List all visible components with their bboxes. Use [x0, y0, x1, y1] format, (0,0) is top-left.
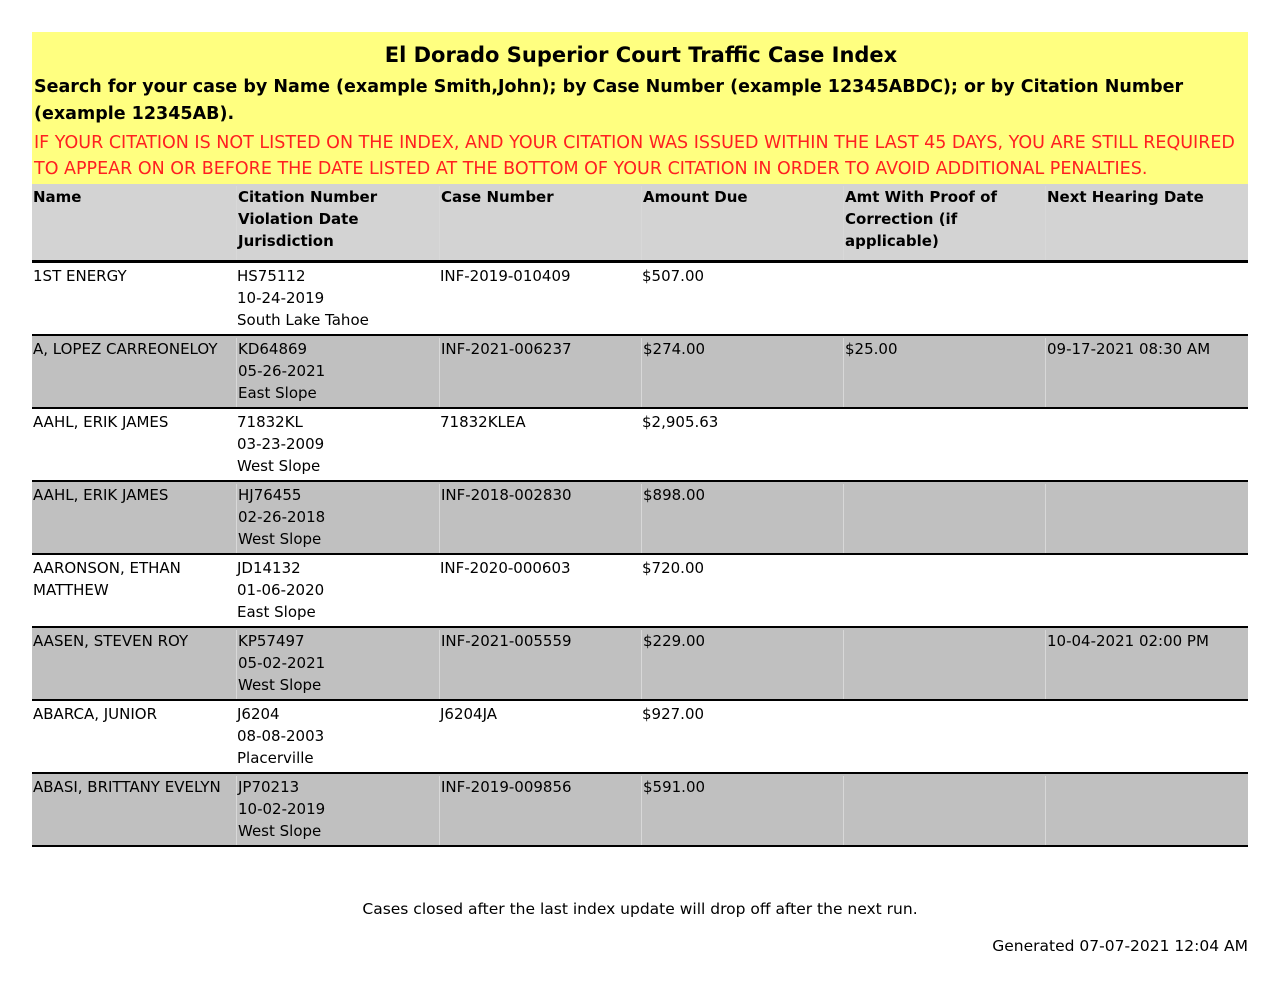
- cell-next-hearing: 09-17-2021 08:30 AM: [1045, 338, 1248, 407]
- cell-amount-due: $2,905.63: [642, 413, 719, 431]
- cell-violation-date: 02-26-2018: [238, 508, 326, 526]
- column-header-next-hearing: Next Hearing Date: [1045, 186, 1248, 260]
- cell-name: AAHL, ERIK JAMES: [33, 413, 169, 431]
- cell-violation-date: 08-08-2003: [237, 727, 325, 745]
- cell-name: AASEN, STEVEN ROY: [33, 632, 189, 650]
- cell-case-number: INF-2019-010409: [440, 267, 571, 285]
- cell-next-hearing: [1045, 703, 1248, 772]
- cell-citation-number: JP70213: [238, 778, 300, 796]
- column-header-amt-proof: Amt With Proof of Correction (if applicable): [843, 186, 1045, 260]
- cell-amount-due: $898.00: [641, 484, 843, 553]
- cell-citation-number: JD14132: [237, 559, 301, 577]
- cell-citation-number: J6204: [237, 705, 280, 723]
- table-header: [32, 184, 1248, 263]
- cell-amt-proof: [843, 484, 1045, 553]
- cell-amt-proof: [843, 776, 1045, 845]
- column-header-jurisdiction: Jurisdiction: [238, 232, 334, 250]
- column-header-case-number: Case Number: [439, 186, 641, 260]
- header-banner: [32, 32, 1248, 184]
- cell-case-number: INF-2021-005559: [439, 630, 641, 699]
- cell-violation-date: 01-06-2020: [237, 581, 325, 599]
- table-row: [32, 701, 1248, 774]
- cell-case-number: J6204JA: [440, 705, 498, 723]
- column-header-citation: [236, 186, 439, 260]
- cell-amt-proof: [843, 557, 1045, 626]
- cell-amt-proof: [843, 630, 1045, 699]
- cell-amount-due: $274.00: [641, 338, 843, 407]
- cell-amt-proof: [843, 411, 1045, 480]
- citation-warning: IF YOUR CITATION IS NOT LISTED ON THE INDEX, AND YOUR CITATION WAS ISSUED WITHIN THE LAST 45 DAYS, YOU ARE STILL REQUIRED TO APPEAR ON OR BEFORE THE DATE LISTED AT THE BOTTOM OF YOUR CITATION IN ORDER TO AVOID ADDITIONAL PENALTIES.: [34, 133, 1235, 179]
- cell-citation-number: HJ76455: [238, 486, 302, 504]
- cell-citation: [236, 776, 439, 845]
- cell-citation-number: HS75112: [237, 267, 306, 285]
- cell-next-hearing: [1045, 557, 1248, 626]
- column-header-amount-due: Amount Due: [641, 186, 843, 260]
- cell-jurisdiction: Placerville: [237, 749, 314, 767]
- cell-citation: [236, 703, 439, 772]
- cell-next-hearing: [1045, 265, 1248, 334]
- cell-citation: [236, 557, 439, 626]
- cell-citation-number: 71832KL: [237, 413, 303, 431]
- table-body: [32, 263, 1248, 847]
- cell-citation: [236, 411, 439, 480]
- column-header-citation-number: Citation Number: [238, 188, 378, 206]
- cell-jurisdiction: West Slope: [238, 676, 322, 694]
- table-row: [32, 774, 1248, 847]
- cell-violation-date: 05-02-2021: [238, 654, 326, 672]
- table-row: [32, 628, 1248, 701]
- cell-jurisdiction: East Slope: [237, 603, 316, 621]
- case-index-page: [32, 32, 1248, 847]
- cell-name: AARONSON, ETHAN MATTHEW: [33, 559, 181, 599]
- cell-name: 1ST ENERGY: [33, 267, 127, 285]
- cell-violation-date: 10-24-2019: [237, 289, 325, 307]
- cell-next-hearing: [1045, 411, 1248, 480]
- cell-citation-number: KP57497: [238, 632, 305, 650]
- cell-case-number: INF-2018-002830: [439, 484, 641, 553]
- cell-amount-due: $927.00: [642, 705, 705, 723]
- page-title: El Dorado Superior Court Traffic Case Index: [384, 43, 898, 67]
- cell-jurisdiction: West Slope: [238, 530, 322, 548]
- cell-name: ABASI, BRITTANY EVELYN: [33, 778, 221, 796]
- cell-amount-due: $229.00: [641, 630, 843, 699]
- cell-amount-due: $507.00: [642, 267, 705, 285]
- table-row: [32, 482, 1248, 555]
- cell-amt-proof: $25.00: [843, 338, 1045, 407]
- table-row: [32, 336, 1248, 409]
- cell-amt-proof: [843, 265, 1045, 334]
- cell-jurisdiction: South Lake Tahoe: [237, 311, 369, 329]
- cell-amount-due: $720.00: [642, 559, 705, 577]
- cell-jurisdiction: West Slope: [237, 457, 321, 475]
- table-row: [32, 263, 1248, 336]
- cell-next-hearing: [1045, 484, 1248, 553]
- cell-next-hearing: [1045, 776, 1248, 845]
- cell-violation-date: 10-02-2019: [238, 800, 326, 818]
- cell-citation: [236, 630, 439, 699]
- cell-citation: [236, 484, 439, 553]
- cell-violation-date: 05-26-2021: [238, 362, 326, 380]
- column-header-violation-date: Violation Date: [238, 210, 359, 228]
- generated-timestamp: Generated 07-07-2021 12:04 AM: [992, 937, 1248, 955]
- case-table: [32, 184, 1248, 847]
- cell-violation-date: 03-23-2009: [237, 435, 325, 453]
- cell-amount-due: $591.00: [641, 776, 843, 845]
- cell-next-hearing: 10-04-2021 02:00 PM: [1045, 630, 1248, 699]
- cell-name: ABARCA, JUNIOR: [33, 705, 158, 723]
- cell-case-number: INF-2020-000603: [440, 559, 571, 577]
- cell-citation: [236, 338, 439, 407]
- search-instructions: Search for your case by Name (example Smith,John); by Case Number (example 12345ABDC); or by Citation Number (example 12345AB).: [34, 77, 1184, 124]
- cell-case-number: INF-2021-006237: [439, 338, 641, 407]
- table-row: [32, 555, 1248, 628]
- cell-name: A, LOPEZ CARREONELOY: [33, 340, 218, 358]
- cell-citation-number: KD64869: [238, 340, 308, 358]
- cell-citation: [236, 265, 439, 334]
- cell-jurisdiction: West Slope: [238, 822, 322, 840]
- cell-case-number: 71832KLEA: [440, 413, 526, 431]
- footer-note: Cases closed after the last index update will drop off after the next run.: [362, 900, 918, 918]
- table-row: [32, 409, 1248, 482]
- cell-name: AAHL, ERIK JAMES: [33, 486, 169, 504]
- cell-amt-proof: [843, 703, 1045, 772]
- column-header-name: Name: [33, 188, 82, 206]
- cell-case-number: INF-2019-009856: [439, 776, 641, 845]
- cell-jurisdiction: East Slope: [238, 384, 317, 402]
